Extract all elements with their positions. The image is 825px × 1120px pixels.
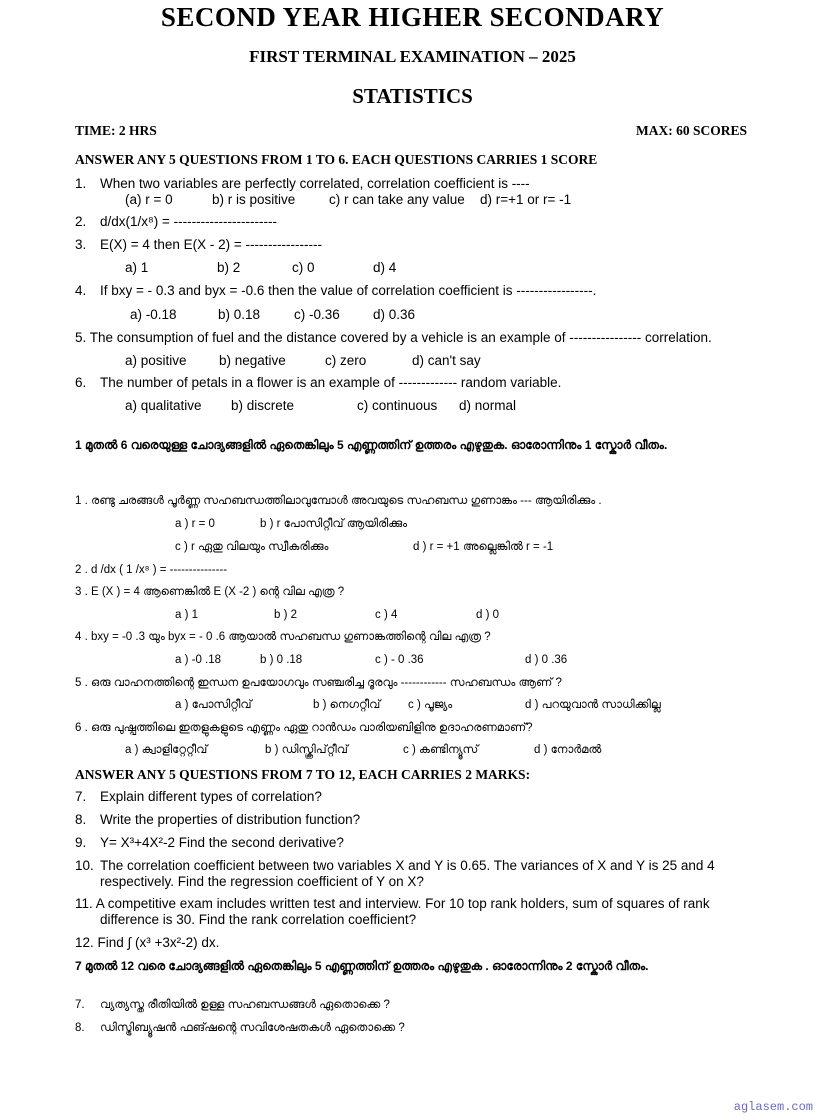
question-text: വ്യത്യസ്ത രീതിയിൽ ഉള്ള സഹബന്ധങ്ങൾ ഏതൊക്കെ ? [100, 999, 390, 1011]
question-2 [75, 214, 277, 229]
question-number: 1. [75, 176, 87, 191]
question-number: 10. [75, 858, 94, 873]
option-c: c) continuous [357, 398, 438, 413]
question-number: 4. [75, 283, 87, 298]
document-title: SECOND YEAR HIGHER SECONDARY [160, 2, 665, 32]
question-number: 7. [75, 789, 87, 804]
section2-heading: ANSWER ANY 5 QUESTIONS FROM 7 TO 12, EACH CARRIES 2 MARKS: [75, 767, 531, 782]
option-a: a ) r = 0 [175, 518, 215, 530]
option-b: b) negative [219, 353, 286, 368]
option-c: c ) പൂജ്യം [408, 699, 453, 711]
option-d: d) 0.36 [373, 307, 416, 322]
option-c: c ) കണ്ടിന്യൂസ് [403, 744, 479, 756]
ml-question-1: 1 . രണ്ടു ചരങ്ങൾ പൂർണ്ണ സഹബന്ധത്തിലാവുമ്പോൾ അവയുടെ സഹബന്ധ ഗുണാങ്കം --- ആയിരിക്കും . [75, 495, 602, 507]
option-b: b ) നെഗറ്റീവ് [313, 699, 381, 711]
option-b: b) discrete [231, 398, 295, 413]
option-d: d) normal [459, 398, 517, 413]
question-number: 8. [75, 812, 87, 827]
time-label: TIME: 2 HRS [75, 123, 157, 138]
ml-question-2: 2 . d /dx ( 1 /x⁸ ) = --------------- [75, 564, 228, 576]
question-1 [75, 176, 530, 191]
question-5: 5. The consumption of fuel and the distance covered by a vehicle is an example of ---------------- correlation. [75, 330, 712, 345]
ml-question-6: 6 . ഒരു പുഷ്പത്തിലെ ഇതളുകളുടെ എണ്ണം ഏതു റാൻഡം വാരിയബിളിനു ഉദാഹരണമാണ്? [75, 722, 533, 734]
question-10-continued: respectively. Find the regression coefficient of Y on X? [100, 874, 424, 889]
question-9 [75, 835, 344, 850]
option-b: b ) 2 [274, 609, 298, 621]
question-text: Explain different types of correlation? [100, 789, 322, 804]
section2-ml-heading: 7 മുതൽ 12 വരെ ചോദ്യങ്ങളിൽ ഏതെങ്കിലും 5 എണ്ണത്തിന് ഉത്തരം എഴുതുക . ഓരോന്നിനും 2 സ്കോർ വീതം. [75, 959, 649, 973]
option-b: b ) ഡിസ്ക്രിപ്റ്റീവ് [265, 744, 348, 756]
question-7 [75, 789, 322, 804]
ml-question-7 [75, 999, 390, 1012]
option-b: b ) 0 .18 [260, 654, 303, 666]
subject-title: STATISTICS [352, 84, 473, 108]
ml-question-3: 3 . E (X ) = 4 ആണെങ്കിൽ E (X -2 ) ന്റെ വില എത്ര ? [75, 586, 345, 598]
option-a: (a) r = 0 [125, 192, 173, 207]
option-b: b) r is positive [212, 192, 296, 207]
question-text: The number of petals in a flower is an example of ------------- random variable. [100, 375, 562, 390]
question-text: d/dx(1/x⁸) = ----------------------- [100, 214, 277, 229]
ml-question-5: 5 . ഒരു വാഹനത്തിന്റെ ഇന്ധന ഉപയോഗവും സഞ്ചരിച്ച ദൂരവും ------------ സഹബന്ധം ആണ് ? [75, 677, 562, 689]
option-a: a) qualitative [125, 398, 202, 413]
option-b: b) 2 [217, 260, 241, 275]
option-d: d ) നോർമൽ [534, 744, 602, 756]
option-c: c) -0.36 [294, 307, 340, 322]
question-10 [75, 858, 715, 873]
option-d: d) can't say [412, 353, 481, 368]
question-12: 12. Find ∫ (x³ +3x²-2) dx. [75, 935, 220, 950]
option-d: d) r=+1 or r= -1 [480, 192, 572, 207]
option-d: d ) r = +1 അല്ലെങ്കിൽ r = -1 [413, 541, 554, 553]
question-number: 3. [75, 237, 87, 252]
option-b: b) 0.18 [218, 307, 261, 322]
option-a: a) 1 [125, 260, 149, 275]
question-text: If bxy = - 0.3 and byx = -0.6 then the value of correlation coefficient is -----------------. [100, 283, 597, 298]
question-number: 8. [75, 1022, 85, 1034]
question-11-continued: difference is 30. Find the rank correlation coefficient? [100, 912, 417, 927]
option-b: b ) r പോസിറ്റീവ് ആയിരിക്കും [260, 518, 408, 530]
question-number: 2. [75, 214, 87, 229]
section1-ml-heading: 1 മുതൽ 6 വരെയുള്ള ചോദ്യങ്ങളിൽ ഏതെങ്കിലും 5 എണ്ണത്തിന് ഉത്തരം എഴുതുക. ഓരോന്നിനും 1 സ്കോർ വീതം. [75, 438, 668, 452]
question-3 [75, 237, 322, 252]
question-number: 6. [75, 375, 87, 390]
question-11: 11. A competitive exam includes written test and interview. For 10 top rank holders, sum of squares of rank [75, 896, 710, 911]
exam-title: FIRST TERMINAL EXAMINATION – 2025 [249, 47, 576, 66]
max-score-label: MAX: 60 SCORES [635, 123, 747, 138]
question-6 [75, 375, 561, 390]
option-d: d ) 0 [476, 609, 500, 621]
ml-question-4: 4 . bxy = -0 .3 യും byx = - 0 .6 ആയാൽ സഹബന്ധ ഗുണാങ്കത്തിന്റെ വില എത്ര ? [75, 631, 491, 643]
option-c: c ) - 0 .36 [375, 654, 424, 666]
question-number: 9. [75, 835, 87, 850]
question-8 [75, 812, 360, 827]
option-a: a ) -0 .18 [175, 654, 222, 666]
option-d: d ) പറയുവാൻ സാധിക്കില്ല [525, 699, 661, 711]
question-number: 7. [75, 999, 85, 1011]
option-c: c) r can take any value [329, 192, 465, 207]
option-d: d ) 0 .36 [525, 654, 568, 666]
section1-heading: ANSWER ANY 5 QUESTIONS FROM 1 TO 6. EACH QUESTIONS CARRIES 1 SCORE [75, 152, 598, 167]
option-c: c) 0 [292, 260, 315, 275]
option-a: a ) പോസിറ്റീവ് [175, 699, 252, 711]
question-text: Write the properties of distribution function? [100, 812, 361, 827]
question-text: The correlation coefficient between two variables X and Y is 0.65. The variances of X and Y is 25 and 4 [100, 858, 715, 873]
ml-question-8 [75, 1022, 405, 1035]
option-c: c) zero [325, 353, 367, 368]
option-c: c ) r ഏതു വിലയും സ്വീകരിക്കും [175, 541, 329, 553]
option-c: c ) 4 [375, 609, 398, 621]
question-text: When two variables are perfectly correlated, correlation coefficient is ---- [100, 176, 530, 191]
option-d: d) 4 [373, 260, 397, 275]
option-a: a) -0.18 [130, 307, 177, 322]
option-a: a ) ക്വാളിറ്റേറ്റീവ് [125, 744, 208, 756]
option-a: a ) 1 [175, 609, 199, 621]
option-a: a) positive [125, 353, 187, 368]
question-text: E(X) = 4 then E(X - 2) = ----------------- [100, 237, 322, 252]
question-text: ഡിസ്ട്രിബ്യൂഷൻ ഫങ്ഷന്റെ സവിശേഷതകൾ ഏതൊക്കെ ? [100, 1022, 405, 1034]
watermark-link[interactable]: aglasem.com [733, 1100, 813, 1114]
question-text: Y= X³+4X²-2 Find the second derivative? [100, 835, 344, 850]
question-4 [75, 283, 596, 298]
